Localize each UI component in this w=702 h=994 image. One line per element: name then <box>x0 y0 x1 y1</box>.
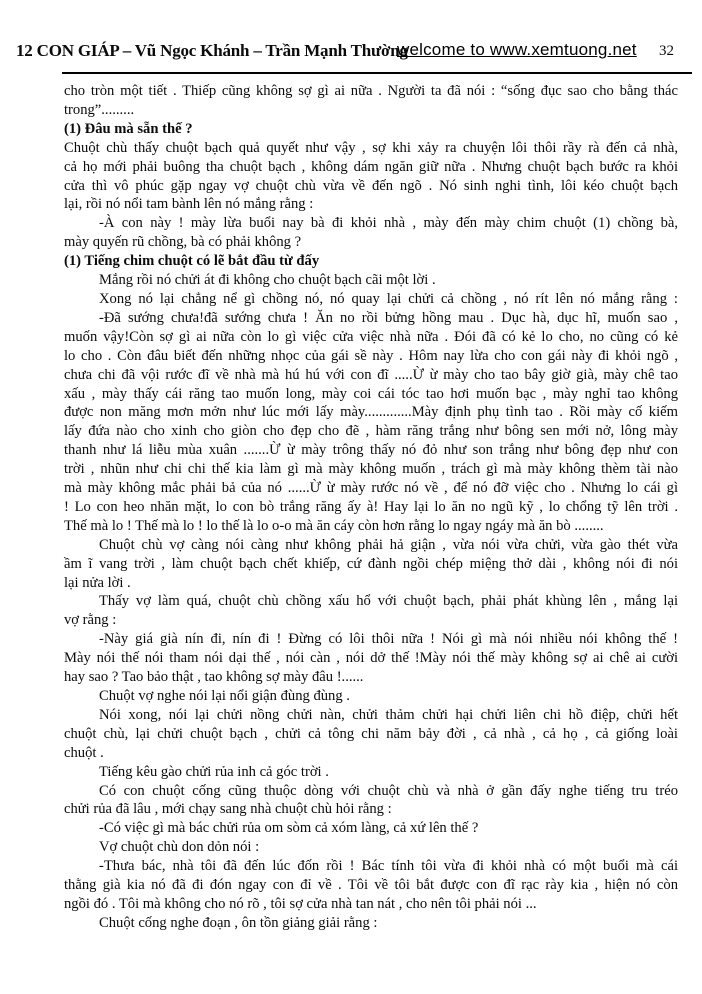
text-line: cửa thì vô phúc gặp ngay vợ chuột chù vừa về đến ngõ . Nó sinh nghi tình, lôi kéo chuột bạch <box>64 177 678 194</box>
text-line: Mắng rồi nó chửi át đi không cho chuột bạch cãi một lời . <box>99 272 436 289</box>
text-line: Chuột cống nghe đoạn , ôn tồn giảng giải rằng : <box>99 914 378 931</box>
text-line: lại nửa lời . <box>64 574 131 591</box>
text-line: chưa chi đã vội rước đĩ về nhà mà hú hú với con đĩ .....Ừ ừ mày cho tao bây giờ già, mày chê tao <box>64 366 678 383</box>
text-line: lại, rồi nó nổi tam bành lên nó mắng rằng : <box>64 196 314 213</box>
text-line: hay sao ? Tao bảo thật , tao không sợ mày đâu !...... <box>64 669 364 686</box>
text-line: Chuột chù thấy chuột bạch quả quyết như vậy , sợ khi xảy ra chuyện lôi thôi rầy rà đến cả nhà, <box>64 139 678 156</box>
text-line: -Có việc gì mà bác chửi rủa om sòm cả xóm làng, cả xứ lên thế ? <box>99 820 479 837</box>
text-line: chuột . <box>64 744 104 761</box>
text-line: mà mày không mắc phải bả của nó ......Ừ ừ mày rước nó về , để nó đỡ việc cho . Nhưng lo cái gì <box>64 480 678 497</box>
text-line: thằng già kia nó đã đi đón ngay con đỉ về . Tôi về tôi bắt được con đĩ rạc rày kia , hiện nó còn <box>64 877 678 894</box>
text-line: Thế mà lo ! Thế mà lo ! lo thế là lo o-o mà ăn cáy còn hơn rằng lo ngay ngáy mà ăn bò ........ <box>64 517 604 534</box>
text-line: ngồi đó . Tôi mà không cho nó rõ , tôi sợ cửa nhà tan nát , cho nên tôi phải nói ... <box>64 895 537 912</box>
text-line: cho tròn một tiết . Thiếp cũng không sợ gì ai nữa . Người ta đã nói : “sống đục sao cho bằng thác <box>64 83 678 99</box>
text-line: Vợ chuột chù don dỏn nói : <box>99 839 260 856</box>
text-line: -Đã sướng chưa!đã sướng chưa ! Ăn no rồi bửng hồng mau . Dục hà, dục hĩ, muốn sao , <box>99 309 678 326</box>
text-line: cả họ mới phải buông tha chuột bạch , không dám ngăn giữ nữa . Nhưng chuột bạch bước ra khỏi <box>64 158 678 175</box>
page-body <box>64 82 678 933</box>
text-line: muốn vậy!Còn sợ gì ai nữa còn lo gì việc cửa việc nhà nữa . Đói đã có kẻ lo cho, no cũng có kẻ <box>64 328 678 345</box>
text-line: trong”......... <box>64 101 135 118</box>
text-line: Thấy vợ làm quá, chuột chù chồng xấu hổ với chuột bạch, phải phát khùng lên , mắng lại <box>99 593 678 610</box>
text-line: chửi rủa đã lâu , mới chạy sang nhà chuột chù hỏi rằng : <box>64 801 392 818</box>
text-line: Nói xong, nói lại chửi nồng chửi nàn, chửi thảm chửi hại chửi liên chi hồ điệp, chửi hết <box>99 706 678 723</box>
text-line: trời , nhũn như chi chi thế kia làm gì mà mày không muốn , trách gì mà mày không thèm tài nào <box>64 461 678 478</box>
book-title: 12 CON GIÁP – Vũ Ngọc Khánh – Trần Mạnh Thường <box>16 41 408 60</box>
text-line: ! Lo con heo nhăn mặt, lo con bò trắng răng ấy à! Hay lại lo ăn no ngũ kỹ , lo chổng tỹ lên trời . <box>64 498 678 515</box>
text-line: được non măng mơn mởn như lúc mới lấy mày.............Mày định phụ tình tao . Rồi mày cố kiếm <box>64 404 678 421</box>
text-line: lo cho . Còn đâu biết đến những nhọc của gái sề này . Hôm nay lừa cho con gái này đi khỏi ngõ , <box>64 347 678 364</box>
text-line: (1) Tiếng chim chuột có lẽ bắt đầu từ đấy <box>64 253 320 270</box>
page-number: 32 <box>659 43 674 59</box>
text-line: Xong nó lại chẳng nể gì chồng nó, nó quay lại chửi cả chồng , nó rít lên nó mắng rằng : <box>99 290 678 307</box>
text-line: -Này giá già nín đi, nín đi ! Đừng có lôi thôi nữa ! Nói gì mà nói nhiều nói không thế ! <box>99 631 678 648</box>
text-line: Mày nói thế nói tham nói dại thế , nói càn , nói dở thế !Mày nói thế mày không sợ ai chê ai cười <box>64 650 678 667</box>
text-line: Chuột vợ nghe nói lại nổi giận đùng đùng . <box>99 688 350 704</box>
text-line: chuột chù, lại chửi chuột bạch , chửi cả tông chi năm bảy đời , cả nhà , cả họ , cả giống loài <box>64 725 678 742</box>
text-line: -Thưa bác, nhà tôi đã đến lúc đốn rồi ! Bác tính tôi vừa đi khỏi nhà có một buổi mà cái <box>99 858 678 875</box>
text-line: xấu , mày thấy cái răng tao muốn long, mày coi cái tóc tao hơi muốn bạc , mày nghỉ tao không <box>64 385 678 402</box>
text-line: Tiếng kêu gào chửi rủa inh cả góc trời . <box>99 763 329 780</box>
text-line: Có con chuột cống cũng thuộc dòng với chuột chù và nhà ở gần đấy nghe tiếng tru tréo <box>99 782 678 799</box>
text-line: lấy đứa nào cho xinh cho giòn cho đẹp cho đẽ , hàm răng trắng như bông sen mới nở, lông mày <box>64 423 678 440</box>
text-line: vợ rằng : <box>64 612 117 629</box>
site-link[interactable]: welcome to www.xemtuong.net <box>397 40 637 59</box>
text-line: -À con này ! mày lừa buổi nay bà đi khỏi nhà , mày đến mày chim chuột (1) chồng bà, <box>99 215 678 232</box>
text-line: thanh như lá liễu mùa xuân .......Ừ ừ mày trông thấy nó đỏ như son trắng như bông đẹp như con <box>64 442 678 459</box>
text-line: (1) Đâu mà sẵn thế ? <box>64 120 193 137</box>
text-line: Chuột chù vợ càng nói càng như không phải hả giận , vừa nói vừa chửi, vừa gào thét vừa <box>99 536 678 553</box>
text-line: mày quyến rũ chồng, bà có phải không ? <box>64 234 302 251</box>
header-divider <box>62 72 692 74</box>
text-line: ầm ĩ vang trời , làm chuột bạch chết khiếp, cứ đành ngồi chép miệng thở dài , không nói đi nói <box>64 555 678 572</box>
